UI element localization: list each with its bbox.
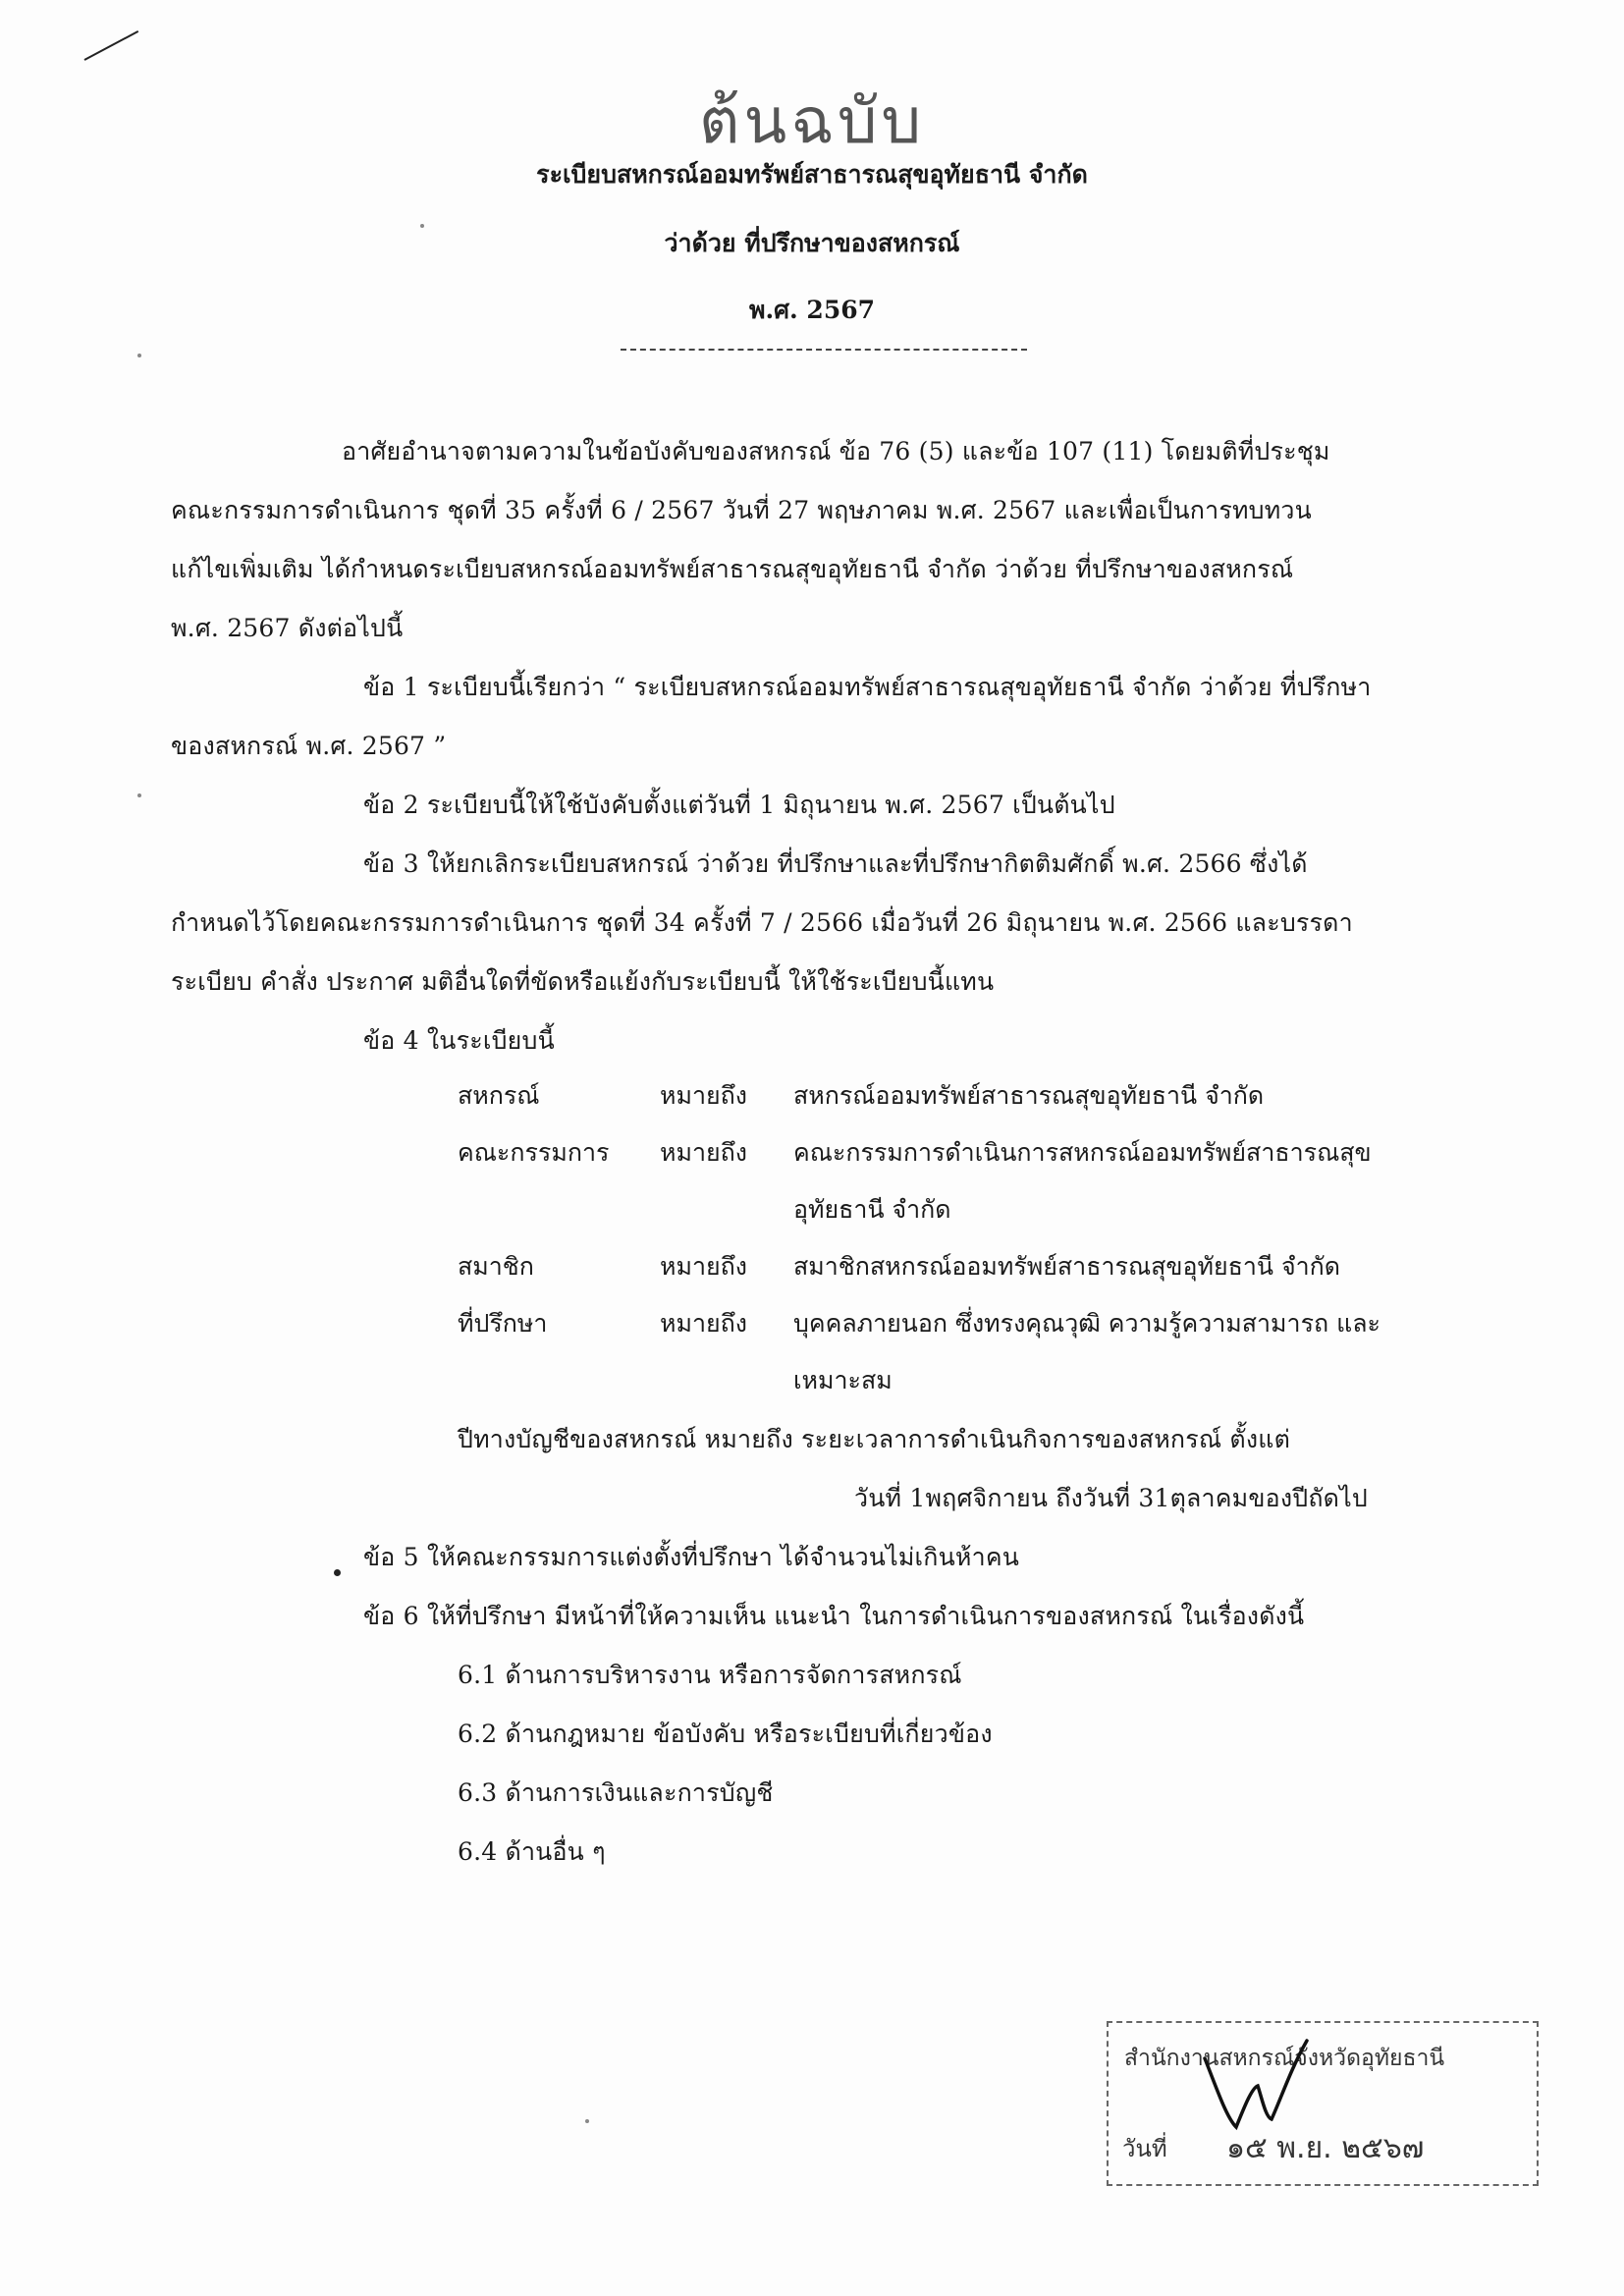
definition-term: สมาชิก [458, 1252, 534, 1281]
title-divider [621, 349, 1027, 351]
scan-speck [585, 2119, 589, 2123]
clause-6-item: 6.3 ด้านการเงินและการบัญชี [458, 1778, 774, 1807]
definition-term: สหกรณ์ [458, 1081, 540, 1110]
definition-text: บุคคลภายนอก ซึ่งทรงคุณวุฒิ ความรู้ความสามารถ และ [793, 1309, 1380, 1338]
definition-text: สหกรณ์ออมทรัพย์สาธารณสุขอุทัยธานี จำกัด [793, 1081, 1265, 1110]
clause-3-line-1: ข้อ 3 ให้ยกเลิกระเบียบสหกรณ์ ว่าด้วย ที่ปรึกษาและที่ปรึกษากิตติมศักดิ์ พ.ศ. 2566 ซึ่งได้ [363, 849, 1308, 878]
clause-6-item: 6.2 ด้านกฎหมาย ข้อบังคับ หรือระเบียบที่เกี่ยวข้อง [458, 1720, 993, 1748]
preamble-line-2: คณะกรรมการดำเนินการ ชุดที่ 35 ครั้งที่ 6 / 2567 วันที่ 27 พฤษภาคม พ.ศ. 2567 และเพื่อเป็นการทบทวน [171, 496, 1312, 524]
clause-3-line-3: ระเบียบ คำสั่ง ประกาศ มติอื่นใดที่ขัดหรือแย้งกับระเบียบนี้ ให้ใช้ระเบียบนี้แทน [171, 967, 995, 996]
fiscal-year-line-1: ปีทางบัญชีของสหกรณ์ หมายถึง ระยะเวลาการดำเนินกิจการของสหกรณ์ ตั้งแต่ [458, 1425, 1291, 1453]
signature-mark [1197, 2029, 1325, 2137]
definition-text-cont: อุทัยธานี จำกัด [793, 1195, 951, 1224]
stamp-date: ๑๕ พ.ย. ๒๕๖๗ [1226, 2131, 1425, 2165]
regulation-year: พ.ศ. 2567 [748, 296, 876, 324]
regulation-subject: ว่าด้วย ที่ปรึกษาของสหกรณ์ [664, 229, 960, 257]
clause-3-line-2: กำหนดไว้โดยคณะกรรมการดำเนินการ ชุดที่ 34 ครั้งที่ 7 / 2566 เมื่อวันที่ 26 มิถุนายน พ.ศ. 2566 และบรรดา [171, 908, 1353, 937]
regulation-title: ระเบียบสหกรณ์ออมทรัพย์สาธารณสุขอุทัยธานี จำกัด [536, 160, 1088, 189]
received-stamp [1107, 2021, 1539, 2186]
clause-4-heading: ข้อ 4 ในระเบียบนี้ [363, 1026, 555, 1055]
definition-means: หมายถึง [660, 1138, 747, 1167]
preamble-line-3: แก้ไขเพิ่มเติม ได้กำหนดระเบียบสหกรณ์ออมทรัพย์สาธารณสุขอุทัยธานี จำกัด ว่าด้วย ที่ปรึกษาของสหกรณ์ [171, 555, 1294, 583]
definition-text: สมาชิกสหกรณ์ออมทรัพย์สาธารณสุขอุทัยธานี จำกัด [793, 1252, 1341, 1281]
preamble-line-4: พ.ศ. 2567 ดังต่อไปนี้ [171, 614, 404, 642]
definition-term: คณะกรรมการ [458, 1138, 610, 1167]
clause-6-item: 6.1 ด้านการบริหารงาน หรือการจัดการสหกรณ์ [458, 1661, 962, 1689]
definition-text-cont: เหมาะสม [793, 1366, 893, 1394]
stamp-received-prefix: วันที่ [1122, 2135, 1167, 2162]
scan-speck [334, 1569, 341, 1576]
clause-1-line-1: ข้อ 1 ระเบียบนี้เรียกว่า “ ระเบียบสหกรณ์ออมทรัพย์สาธารณสุขอุทัยธานี จำกัด ว่าด้วย ที่ปรึกษา [363, 673, 1372, 701]
clause-5: ข้อ 5 ให้คณะกรรมการแต่งตั้งที่ปรึกษา ได้จำนวนไม่เกินห้าคน [363, 1543, 1020, 1571]
definition-means: หมายถึง [660, 1309, 747, 1338]
scan-speck [137, 793, 141, 797]
stamp-office-name: สำนักงานสหกรณ์จังหวัดอุทัยธานี [1124, 2046, 1445, 2071]
preamble-line-1: อาศัยอำนาจตามความในข้อบังคับของสหกรณ์ ข้อ 76 (5) และข้อ 107 (11) โดยมติที่ประชุม [342, 437, 1330, 465]
original-copy-label: ต้นฉบับ [698, 85, 926, 158]
definition-text: คณะกรรมการดำเนินการสหกรณ์ออมทรัพย์สาธารณสุข [793, 1138, 1372, 1167]
definition-means: หมายถึง [660, 1252, 747, 1281]
pen-mark [84, 30, 139, 61]
scan-speck [137, 354, 141, 357]
definition-means: หมายถึง [660, 1081, 747, 1110]
scan-speck [420, 224, 424, 228]
clause-2: ข้อ 2 ระเบียบนี้ให้ใช้บังคับตั้งแต่วันที่ 1 มิถุนายน พ.ศ. 2567 เป็นต้นไป [363, 791, 1115, 819]
clause-6-item: 6.4 ด้านอื่น ๆ [458, 1837, 606, 1866]
clause-1-line-2: ของสหกรณ์ พ.ศ. 2567 ” [171, 732, 447, 760]
fiscal-year-line-2: วันที่ 1พฤศจิกายน ถึงวันที่ 31ตุลาคมของปีถัดไป [854, 1484, 1368, 1512]
definition-term: ที่ปรึกษา [458, 1309, 548, 1338]
clause-6-line-1: ข้อ 6 ให้ที่ปรึกษา มีหน้าที่ให้ความเห็น แนะนำ ในการดำเนินการของสหกรณ์ ในเรื่องดังนี้ [363, 1602, 1305, 1630]
